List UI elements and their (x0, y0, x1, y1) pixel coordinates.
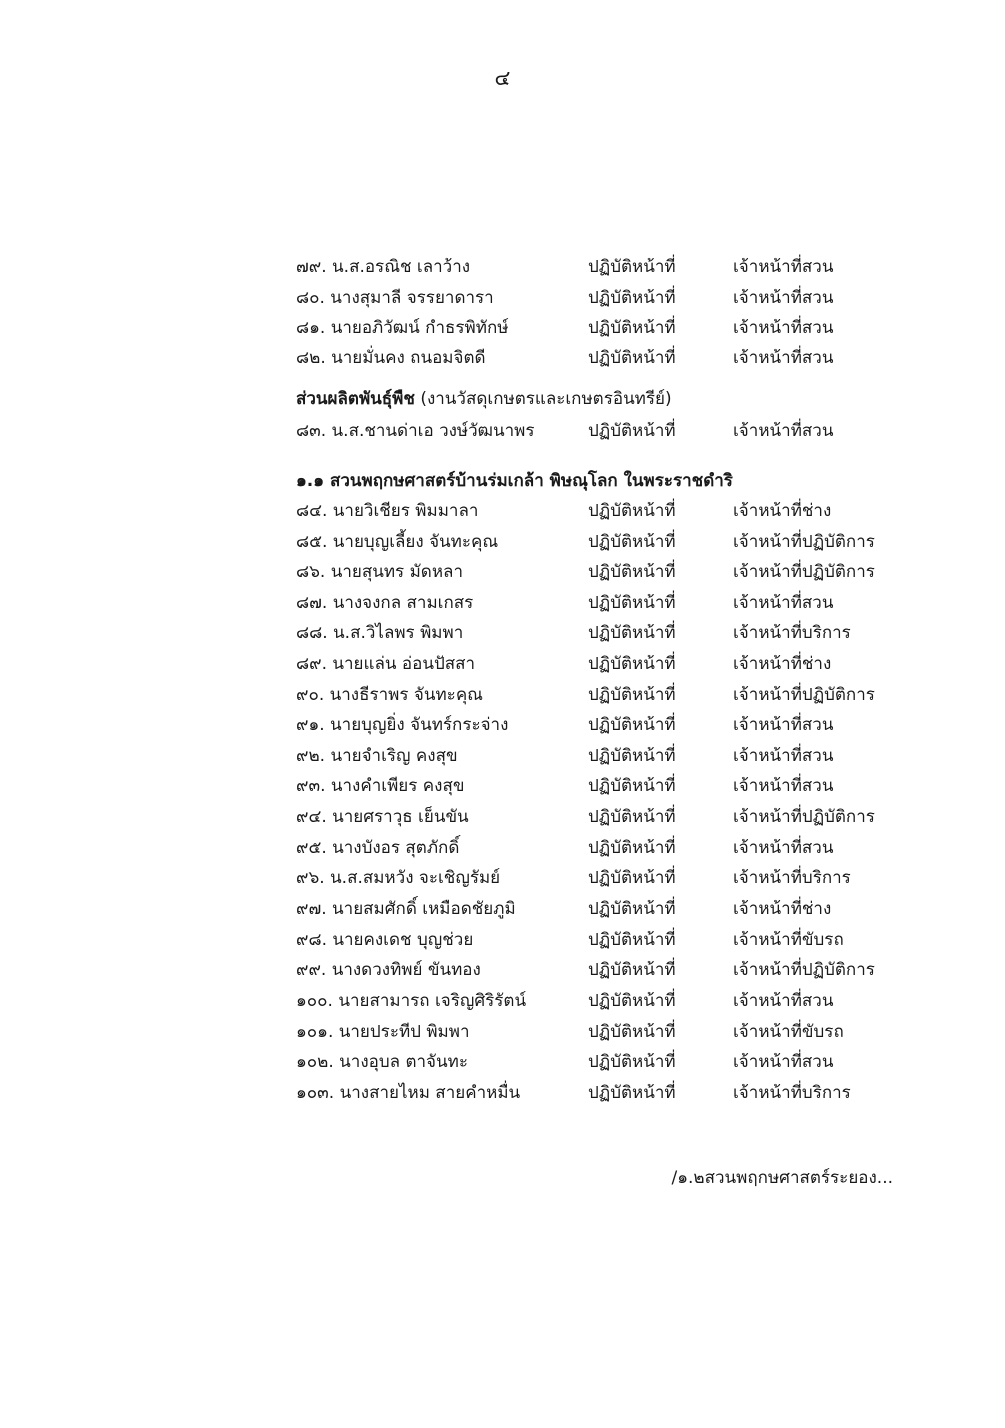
staff-name: ๙๓. นางคำเพียร คงสุข (296, 776, 465, 796)
staff-name: ๘๓. น.ส.ชานด่าเอ วงษ์วัฒนาพร (296, 421, 535, 441)
list-item (296, 283, 936, 313)
staff-position: เจ้าหน้าที่สวน (733, 776, 834, 796)
staff-position: เจ้าหน้าที่ช่าง (733, 654, 832, 674)
list-item (296, 496, 936, 526)
list-item (296, 771, 936, 801)
list-item (296, 527, 936, 557)
continuation-note: /๑.๒สวนพฤกษศาสตร์ระยอง... (671, 1168, 893, 1188)
list-item (296, 1047, 936, 1077)
staff-name: ๘๘. น.ส.วิไลพร พิมพา (296, 623, 464, 643)
staff-position: เจ้าหน้าที่ปฏิบัติการ (733, 685, 875, 705)
section-heading-botanical-garden (296, 466, 733, 496)
list-item (296, 741, 936, 771)
staff-position: เจ้าหน้าที่ปฏิบัติการ (733, 562, 875, 582)
staff-name: ๗๙. น.ส.อรณิช เลาว้าง (296, 257, 471, 277)
staff-status: ปฏิบัติหน้าที่ (588, 532, 676, 552)
staff-status: ปฏิบัติหน้าที่ (588, 1052, 676, 1072)
section-heading-subtitle: (งานวัสดุเกษตรและเกษตรอินทรีย์) (414, 389, 672, 409)
list-item (296, 986, 936, 1016)
list-item (296, 833, 936, 863)
staff-position: เจ้าหน้าที่สวน (733, 838, 834, 858)
staff-name: ๑๐๓. นางสายไหม สายคำหมื่น (296, 1083, 521, 1103)
staff-position: เจ้าหน้าที่สวน (733, 991, 834, 1011)
staff-status: ปฏิบัติหน้าที่ (588, 501, 676, 521)
staff-position: เจ้าหน้าที่ปฏิบัติการ (733, 960, 875, 980)
staff-status: ปฏิบัติหน้าที่ (588, 838, 676, 858)
list-item (296, 343, 936, 373)
staff-name: ๙๔. นายศราวุธ เย็นขัน (296, 807, 469, 827)
staff-name: ๘๒. นายมั่นคง ถนอมจิตดี (296, 348, 486, 368)
list-item (296, 649, 936, 679)
list-item (296, 588, 936, 618)
staff-status: ปฏิบัติหน้าที่ (588, 348, 676, 368)
staff-name: ๙๑. นายบุญยิ่ง จันทร์กระจ่าง (296, 715, 509, 735)
staff-name: ๙๕. นางบังอร สุตภักดิ์ (296, 838, 460, 858)
list-item (296, 863, 936, 893)
staff-status: ปฏิบัติหน้าที่ (588, 257, 676, 277)
section-heading-title: ๑.๑ สวนพฤกษศาสตร์บ้านร่มเกล้า พิษณุโลก ในพระราชดำริ (296, 471, 733, 491)
staff-position: เจ้าหน้าที่ขับรถ (733, 930, 844, 950)
staff-status: ปฏิบัติหน้าที่ (588, 318, 676, 338)
staff-position: เจ้าหน้าที่ช่าง (733, 501, 832, 521)
staff-position: เจ้าหน้าที่ปฏิบัติการ (733, 532, 875, 552)
section-heading-plant-production (296, 384, 672, 414)
staff-status: ปฏิบัติหน้าที่ (588, 1083, 676, 1103)
staff-position: เจ้าหน้าที่สวน (733, 746, 834, 766)
staff-position: เจ้าหน้าที่สวน (733, 257, 834, 277)
list-item (296, 618, 936, 648)
staff-name: ๙๖. น.ส.สมหวัง จะเชิญรัมย์ (296, 868, 501, 888)
page-number: ๔ (494, 66, 511, 90)
staff-name: ๘๑. นายอภิวัฒน์ กำธรพิทักษ์ (296, 318, 509, 338)
staff-name: ๘๔. นายวิเชียร พิมมาลา (296, 501, 479, 521)
staff-status: ปฏิบัติหน้าที่ (588, 623, 676, 643)
staff-status: ปฏิบัติหน้าที่ (588, 715, 676, 735)
list-item (296, 894, 936, 924)
staff-name: ๘๖. นายสุนทร มัดหลา (296, 562, 463, 582)
staff-status: ปฏิบัติหน้าที่ (588, 593, 676, 613)
staff-name: ๙๗. นายสมศักดิ์ เหมือดชัยภูมิ (296, 899, 516, 919)
staff-name: ๘๗. นางจงกล สามเกสร (296, 593, 474, 613)
staff-status: ปฏิบัติหน้าที่ (588, 991, 676, 1011)
list-item (296, 1078, 936, 1108)
staff-position: เจ้าหน้าที่สวน (733, 318, 834, 338)
staff-position: เจ้าหน้าที่ปฏิบัติการ (733, 807, 875, 827)
staff-position: เจ้าหน้าที่บริการ (733, 868, 851, 888)
list-item (296, 557, 936, 587)
staff-name: ๘๕. นายบุญเลี้ยง จันทะคุณ (296, 532, 499, 552)
staff-name: ๘๐. นางสุมาลี จรรยาดารา (296, 288, 494, 308)
staff-name: ๙๘. นายคงเดช บุญช่วย (296, 930, 474, 950)
list-item (296, 313, 936, 343)
staff-status: ปฏิบัติหน้าที่ (588, 960, 676, 980)
staff-status: ปฏิบัติหน้าที่ (588, 1022, 676, 1042)
staff-position: เจ้าหน้าที่สวน (733, 593, 834, 613)
list-item (296, 802, 936, 832)
list-item (296, 925, 936, 955)
staff-status: ปฏิบัติหน้าที่ (588, 288, 676, 308)
staff-status: ปฏิบัติหน้าที่ (588, 654, 676, 674)
list-item (296, 710, 936, 740)
staff-position: เจ้าหน้าที่บริการ (733, 623, 851, 643)
list-item (296, 1017, 936, 1047)
staff-name: ๙๒. นายจำเริญ คงสุข (296, 746, 458, 766)
staff-name: ๑๐๑. นายประทีป พิมพา (296, 1022, 470, 1042)
staff-position: เจ้าหน้าที่ขับรถ (733, 1022, 844, 1042)
staff-position: เจ้าหน้าที่สวน (733, 348, 834, 368)
staff-status: ปฏิบัติหน้าที่ (588, 421, 676, 441)
staff-position: เจ้าหน้าที่สวน (733, 288, 834, 308)
staff-status: ปฏิบัติหน้าที่ (588, 899, 676, 919)
list-item (296, 955, 936, 985)
staff-name: ๘๙. นายแล่น อ่อนปัสสา (296, 654, 476, 674)
staff-position: เจ้าหน้าที่สวน (733, 1052, 834, 1072)
staff-status: ปฏิบัติหน้าที่ (588, 930, 676, 950)
staff-status: ปฏิบัติหน้าที่ (588, 562, 676, 582)
staff-status: ปฏิบัติหน้าที่ (588, 685, 676, 705)
staff-position: เจ้าหน้าที่สวน (733, 715, 834, 735)
list-item (296, 252, 936, 282)
list-item (296, 416, 936, 446)
section-heading-bold: ส่วนผลิตพันธุ์พืช (296, 389, 415, 409)
staff-status: ปฏิบัติหน้าที่ (588, 807, 676, 827)
staff-status: ปฏิบัติหน้าที่ (588, 776, 676, 796)
staff-status: ปฏิบัติหน้าที่ (588, 868, 676, 888)
list-item (296, 680, 936, 710)
staff-status: ปฏิบัติหน้าที่ (588, 746, 676, 766)
staff-position: เจ้าหน้าที่สวน (733, 421, 834, 441)
staff-name: ๑๐๒. นางอุบล ตาจันทะ (296, 1052, 468, 1072)
staff-position: เจ้าหน้าที่บริการ (733, 1083, 851, 1103)
staff-position: เจ้าหน้าที่ช่าง (733, 899, 832, 919)
staff-name: ๙๐. นางธีราพร จันทะคุณ (296, 685, 483, 705)
staff-name: ๙๙. นางดวงทิพย์ ขันทอง (296, 960, 481, 980)
staff-name: ๑๐๐. นายสามารถ เจริญศิริรัตน์ (296, 991, 527, 1011)
